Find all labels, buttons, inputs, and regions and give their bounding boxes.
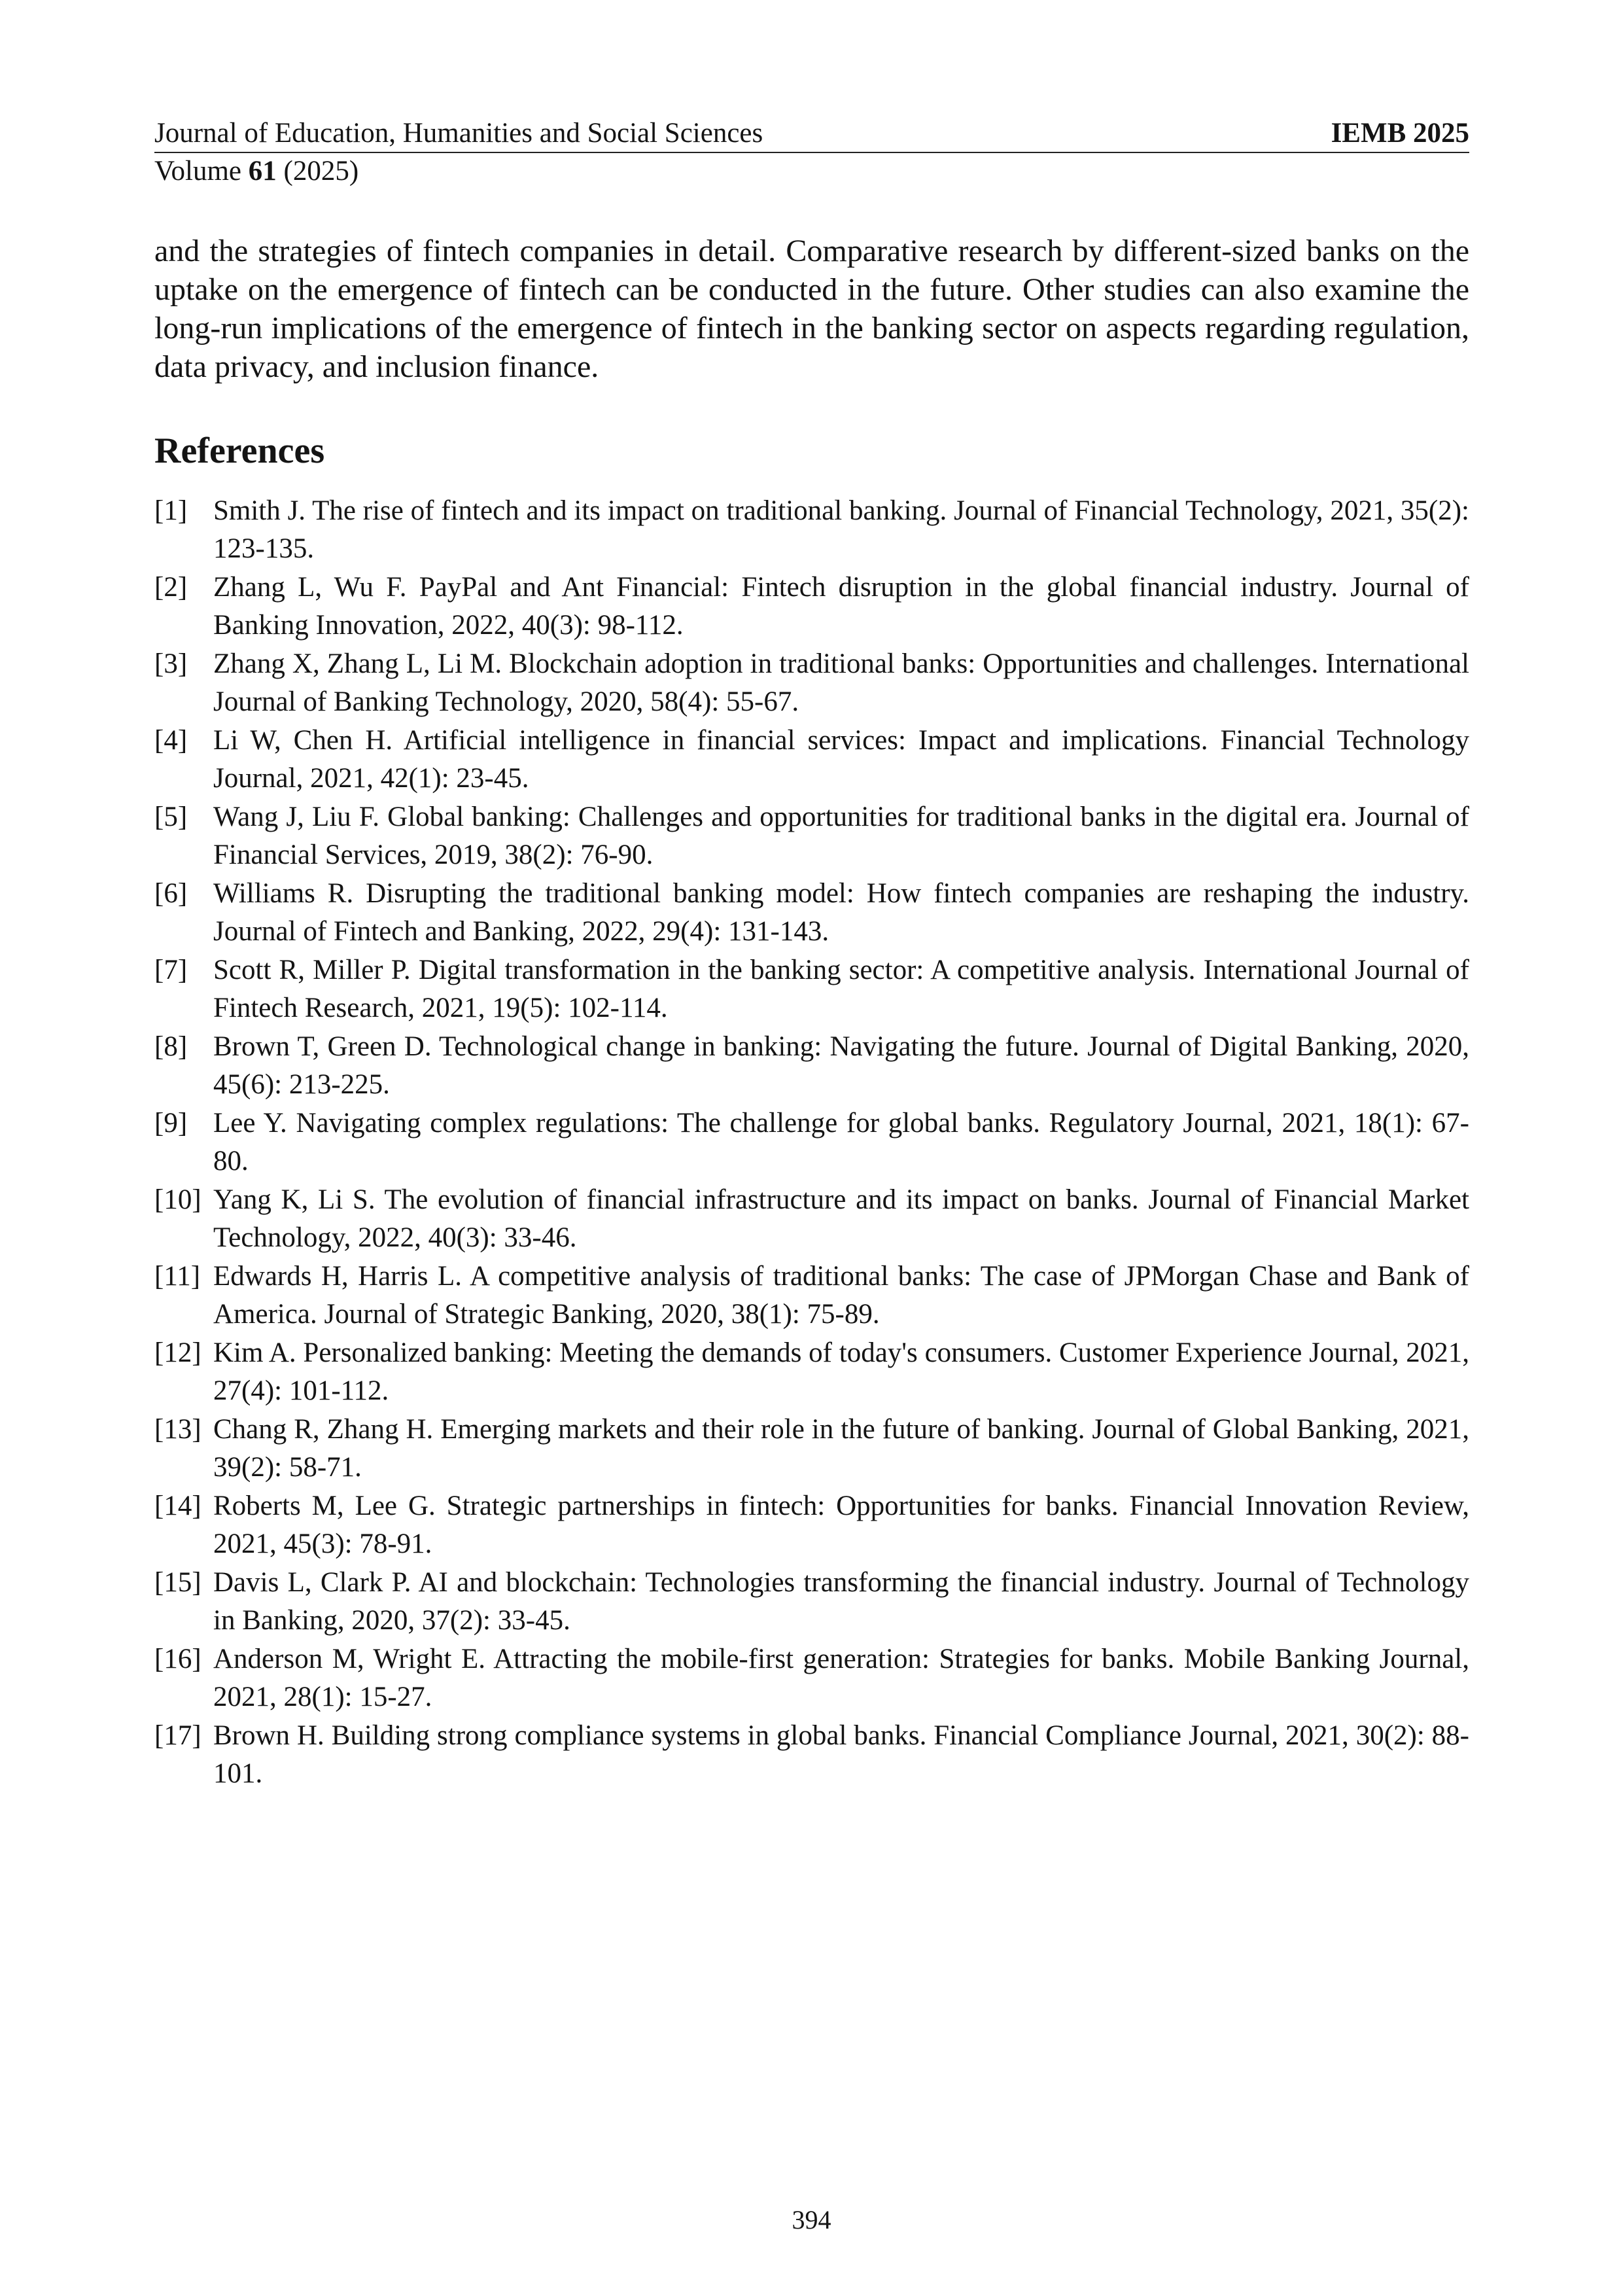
reference-text: Zhang X, Zhang L, Li M. Blockchain adoption in traditional banks: Opportunities and challenges. International Journal of Banking Technology, 2020, 58(4): 55-67. bbox=[213, 648, 1469, 717]
reference-item bbox=[154, 798, 1469, 875]
reference-item bbox=[154, 1717, 1469, 1793]
reference-item bbox=[154, 1564, 1469, 1640]
reference-item bbox=[154, 1104, 1469, 1181]
reference-number: [7] bbox=[154, 955, 188, 985]
reference-item bbox=[154, 875, 1469, 951]
page-number: 394 bbox=[792, 2205, 831, 2234]
reference-text: Scott R, Miller P. Digital transformation in the banking sector: A competitive analysis. International Journal of Fintech Research, 2021, 19(5): 102-114. bbox=[213, 955, 1469, 1023]
reference-number: [11] bbox=[154, 1261, 201, 1292]
reference-number: [1] bbox=[154, 495, 188, 526]
reference-number: [17] bbox=[154, 1720, 201, 1751]
reference-item bbox=[154, 645, 1469, 722]
running-header bbox=[154, 115, 1469, 153]
body-paragraph: and the strategies of fintech companies in detail. Comparative research by different-sized banks on the uptake on the emergence of fintech can be conducted in the future. Other studies can also examine the long-run implications of the emergence of fintech in the banking sector on aspects regarding regulation, data privacy, and inclusion finance. bbox=[154, 234, 1469, 384]
reference-item bbox=[154, 1334, 1469, 1411]
reference-number: [2] bbox=[154, 572, 188, 603]
reference-text: Yang K, Li S. The evolution of financial infrastructure and its impact on banks. Journal of Financial Market Technology, 2022, 40(3): 33-46. bbox=[213, 1184, 1469, 1253]
references-heading: References bbox=[154, 431, 325, 471]
reference-text: Kim A. Personalized banking: Meeting the demands of today's consumers. Customer Experience Journal, 2021, 27(4): 101-112. bbox=[213, 1337, 1469, 1406]
reference-text: Lee Y. Navigating complex regulations: The challenge for global banks. Regulatory Journal, 2021, 18(1): 67-80. bbox=[213, 1108, 1469, 1176]
reference-number: [13] bbox=[154, 1414, 201, 1445]
reference-text: Anderson M, Wright E. Attracting the mobile-first generation: Strategies for banks. Mobile Banking Journal, 2021, 28(1): 15-27. bbox=[213, 1644, 1469, 1712]
volume-number: 61 bbox=[248, 156, 277, 186]
reference-item bbox=[154, 1181, 1469, 1258]
reference-item bbox=[154, 722, 1469, 798]
conference-name: IEMB 2025 bbox=[1331, 118, 1469, 149]
reference-number: [12] bbox=[154, 1337, 201, 1368]
reference-number: [16] bbox=[154, 1644, 201, 1674]
reference-number: [10] bbox=[154, 1184, 201, 1215]
reference-item bbox=[154, 1487, 1469, 1564]
volume-line bbox=[154, 153, 358, 190]
volume-prefix: Volume bbox=[154, 156, 241, 186]
reference-item bbox=[154, 1640, 1469, 1717]
reference-text: Li W, Chen H. Artificial intelligence in financial services: Impact and implications. Financial Technology Journal, 2021, 42(1): 23-45. bbox=[213, 725, 1469, 794]
reference-number: [14] bbox=[154, 1491, 201, 1521]
reference-text: Chang R, Zhang H. Emerging markets and their role in the future of banking. Journal of Global Banking, 2021, 39(2): 58-71. bbox=[213, 1414, 1469, 1483]
reference-number: [15] bbox=[154, 1567, 201, 1598]
reference-number: [8] bbox=[154, 1031, 188, 1062]
reference-number: [3] bbox=[154, 648, 188, 679]
reference-text: Zhang L, Wu F. PayPal and Ant Financial: Fintech disruption in the global financial industry. Journal of Banking Innovation, 2022, 40(3): 98-112. bbox=[213, 572, 1469, 641]
reference-number: [9] bbox=[154, 1108, 188, 1139]
reference-text: Brown H. Building strong compliance systems in global banks. Financial Compliance Journal, 2021, 30(2): 88-101. bbox=[213, 1720, 1469, 1789]
reference-text: Wang J, Liu F. Global banking: Challenges and opportunities for traditional banks in the digital era. Journal of Financial Services, 2019, 38(2): 76-90. bbox=[213, 802, 1469, 870]
reference-item bbox=[154, 1028, 1469, 1104]
volume-year: (2025) bbox=[283, 156, 359, 186]
reference-number: [5] bbox=[154, 802, 188, 832]
reference-text: Roberts M, Lee G. Strategic partnerships in fintech: Opportunities for banks. Financial Innovation Review, 2021, 45(3): 78-91. bbox=[213, 1491, 1469, 1559]
reference-item bbox=[154, 1411, 1469, 1487]
reference-item bbox=[154, 1258, 1469, 1334]
reference-text: Smith J. The rise of fintech and its impact on traditional banking. Journal of Financial Technology, 2021, 35(2): 123-135. bbox=[213, 495, 1469, 564]
reference-item bbox=[154, 492, 1469, 569]
reference-text: Brown T, Green D. Technological change in banking: Navigating the future. Journal of Digital Banking, 2020, 45(6): 213-225. bbox=[213, 1031, 1469, 1100]
reference-text: Davis L, Clark P. AI and blockchain: Technologies transforming the financial industry. Journal of Technology in Banking, 2020, 37(2): 33-45. bbox=[213, 1567, 1469, 1636]
reference-item bbox=[154, 569, 1469, 645]
reference-text: Edwards H, Harris L. A competitive analysis of traditional banks: The case of JPMorgan Chase and Bank of America. Journal of Strategic Banking, 2020, 38(1): 75-89. bbox=[213, 1261, 1469, 1330]
reference-list bbox=[154, 492, 1469, 1793]
reference-item bbox=[154, 951, 1469, 1028]
journal-title: Journal of Education, Humanities and Social Sciences bbox=[154, 118, 763, 149]
reference-number: [4] bbox=[154, 725, 188, 756]
reference-number: [6] bbox=[154, 878, 188, 909]
reference-text: Williams R. Disrupting the traditional banking model: How fintech companies are reshaping the industry. Journal of Fintech and Banking, 2022, 29(4): 131-143. bbox=[213, 878, 1469, 947]
